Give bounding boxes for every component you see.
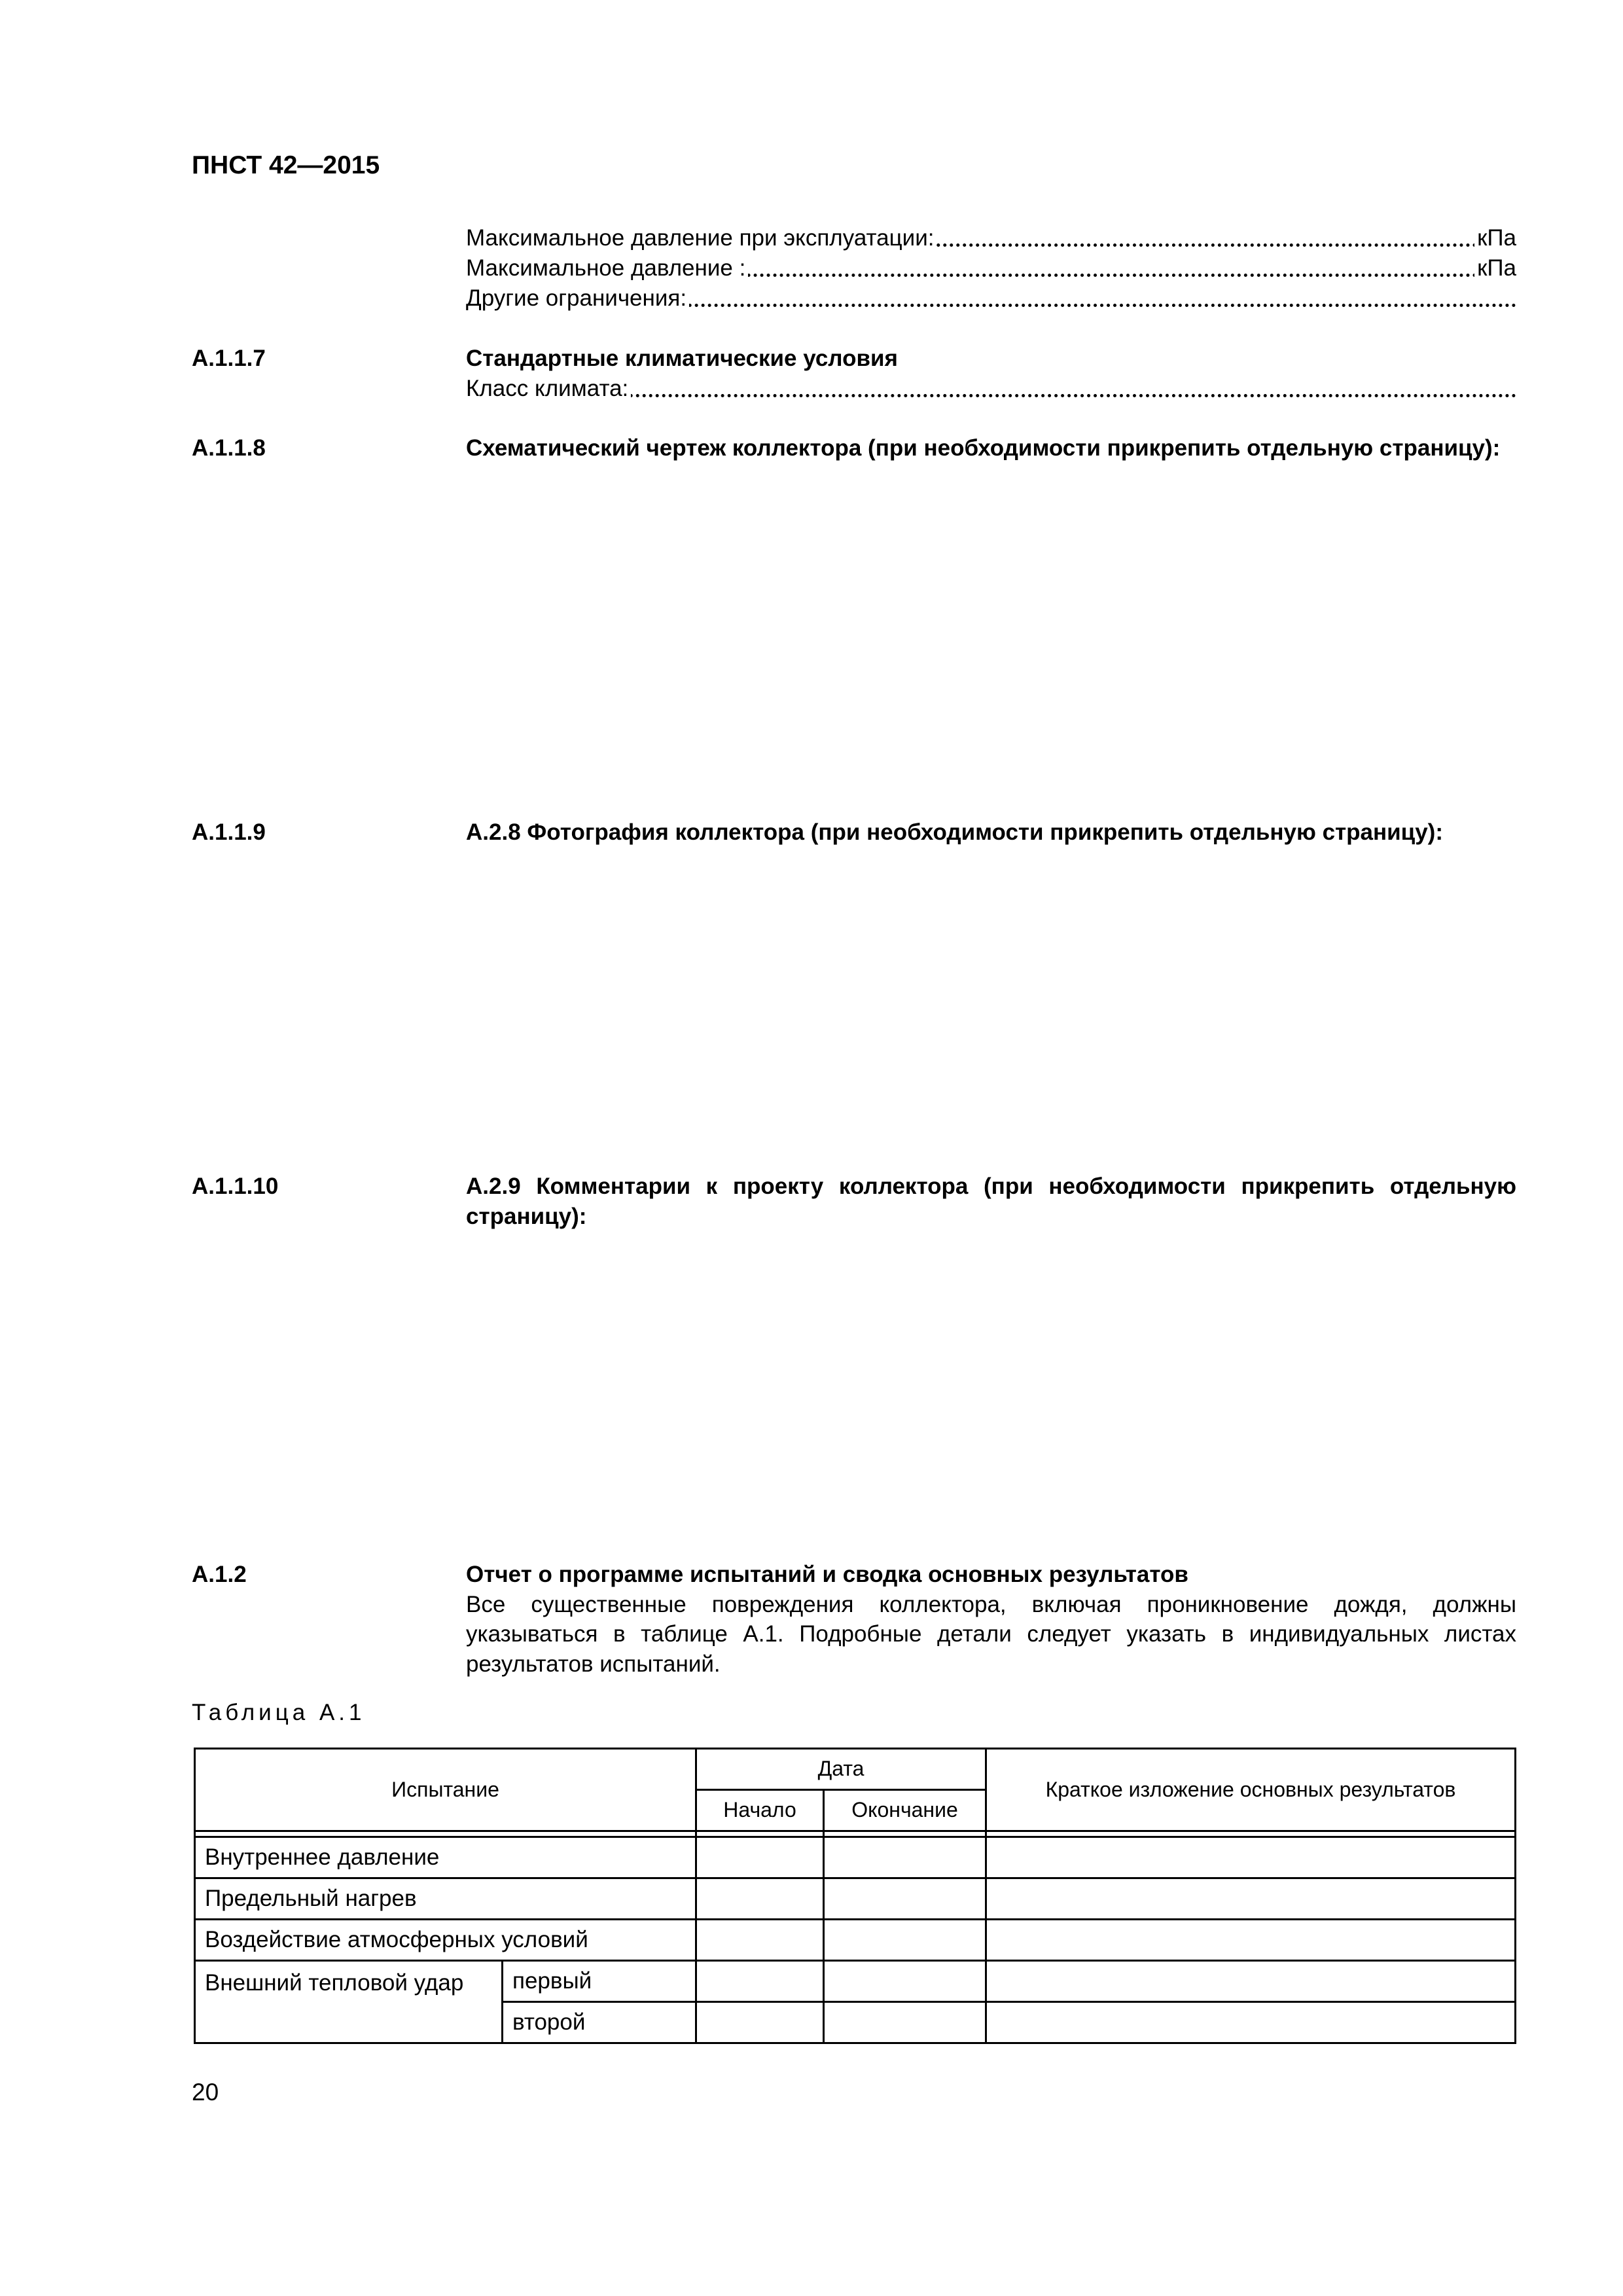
kpa-unit: кПа bbox=[1474, 223, 1516, 253]
section-number: А.1.2 bbox=[192, 1562, 247, 1587]
sub-test-cell: второй bbox=[503, 2002, 696, 2043]
header-date: Дата bbox=[696, 1749, 986, 1790]
header-end: Окончание bbox=[824, 1790, 986, 1831]
section-number: А.1.1.9 bbox=[192, 819, 266, 845]
other-limits-line bbox=[466, 283, 1516, 314]
table-row bbox=[195, 1961, 1516, 2002]
test-name-cell: Предельный нагрев bbox=[195, 1878, 696, 1920]
header-start: Начало bbox=[696, 1790, 824, 1831]
other-limits-label: Другие ограничения: bbox=[466, 285, 689, 311]
test-name-cell: Воздействие атмосферных условий bbox=[195, 1920, 696, 1961]
section-title: А.2.9 Комментарии к проекту коллектора (при необходимости прикрепить отдельную страницу): bbox=[466, 1174, 1516, 1229]
max-pressure-label: Максимальное давление : bbox=[466, 255, 748, 281]
summary-cell bbox=[986, 1920, 1516, 1961]
results-table bbox=[194, 1748, 1516, 2044]
summary-cell bbox=[986, 2002, 1516, 2043]
header-test: Испытание bbox=[195, 1749, 696, 1831]
header-summary: Краткое изложение основных результатов bbox=[986, 1749, 1516, 1831]
header-separator bbox=[195, 1831, 1516, 1837]
start-cell bbox=[696, 1920, 824, 1961]
max-operating-pressure-label: Максимальное давление при эксплуатации: bbox=[466, 225, 936, 251]
section-title: Отчет о программе испытаний и сводка основных результатов bbox=[466, 1562, 1188, 1587]
section-number: А.1.1.10 bbox=[192, 1174, 279, 1199]
section-number: А.1.1.7 bbox=[192, 346, 266, 371]
end-cell bbox=[824, 1878, 986, 1920]
section-title: Стандартные климатические условия bbox=[466, 346, 898, 371]
summary-cell bbox=[986, 1837, 1516, 1878]
start-cell bbox=[696, 1961, 824, 2002]
max-operating-pressure-line bbox=[466, 223, 1516, 253]
table-row bbox=[195, 1920, 1516, 1961]
start-cell bbox=[696, 1837, 824, 1878]
test-name-cell: Внешний тепловой удар bbox=[195, 1961, 503, 2043]
document-id: ПНСТ 42—2015 bbox=[192, 151, 380, 179]
start-cell bbox=[696, 2002, 824, 2043]
start-cell bbox=[696, 1878, 824, 1920]
summary-cell bbox=[986, 1878, 1516, 1920]
end-cell bbox=[824, 1920, 986, 1961]
end-cell bbox=[824, 1837, 986, 1878]
section-title: А.2.8 Фотография коллектора (при необходимости прикрепить отдельную страницу): bbox=[466, 819, 1443, 845]
page-number: 20 bbox=[192, 2079, 219, 2106]
climate-class-label: Класс климата: bbox=[466, 376, 631, 401]
table-header-row bbox=[195, 1749, 1516, 1790]
section-title: Схематический чертеж коллектора (при необходимости прикрепить отдельную страницу): bbox=[466, 435, 1501, 461]
climate-class-line bbox=[466, 374, 1516, 404]
table-caption: Таблица А.1 bbox=[192, 1700, 366, 1725]
table-row bbox=[195, 1878, 1516, 1920]
end-cell bbox=[824, 2002, 986, 2043]
pressure-block bbox=[466, 223, 1516, 314]
table-row bbox=[195, 1837, 1516, 1878]
sub-test-cell: первый bbox=[503, 1961, 696, 2002]
kpa-unit: кПа bbox=[1474, 253, 1516, 283]
max-pressure-line bbox=[466, 253, 1516, 283]
section-body: Все существенные повреждения коллектора, включая проникновение дождя, должны указываться в таблице А.1. Подробные детали следует указать в индивидуальных листах результатов испытаний. bbox=[466, 1591, 1516, 1677]
section-a12 bbox=[466, 1560, 1516, 1679]
end-cell bbox=[824, 1961, 986, 2002]
summary-cell bbox=[986, 1961, 1516, 2002]
section-a117 bbox=[466, 344, 1516, 404]
test-name-cell: Внутреннее давление bbox=[195, 1837, 696, 1878]
section-number: А.1.1.8 bbox=[192, 435, 266, 461]
